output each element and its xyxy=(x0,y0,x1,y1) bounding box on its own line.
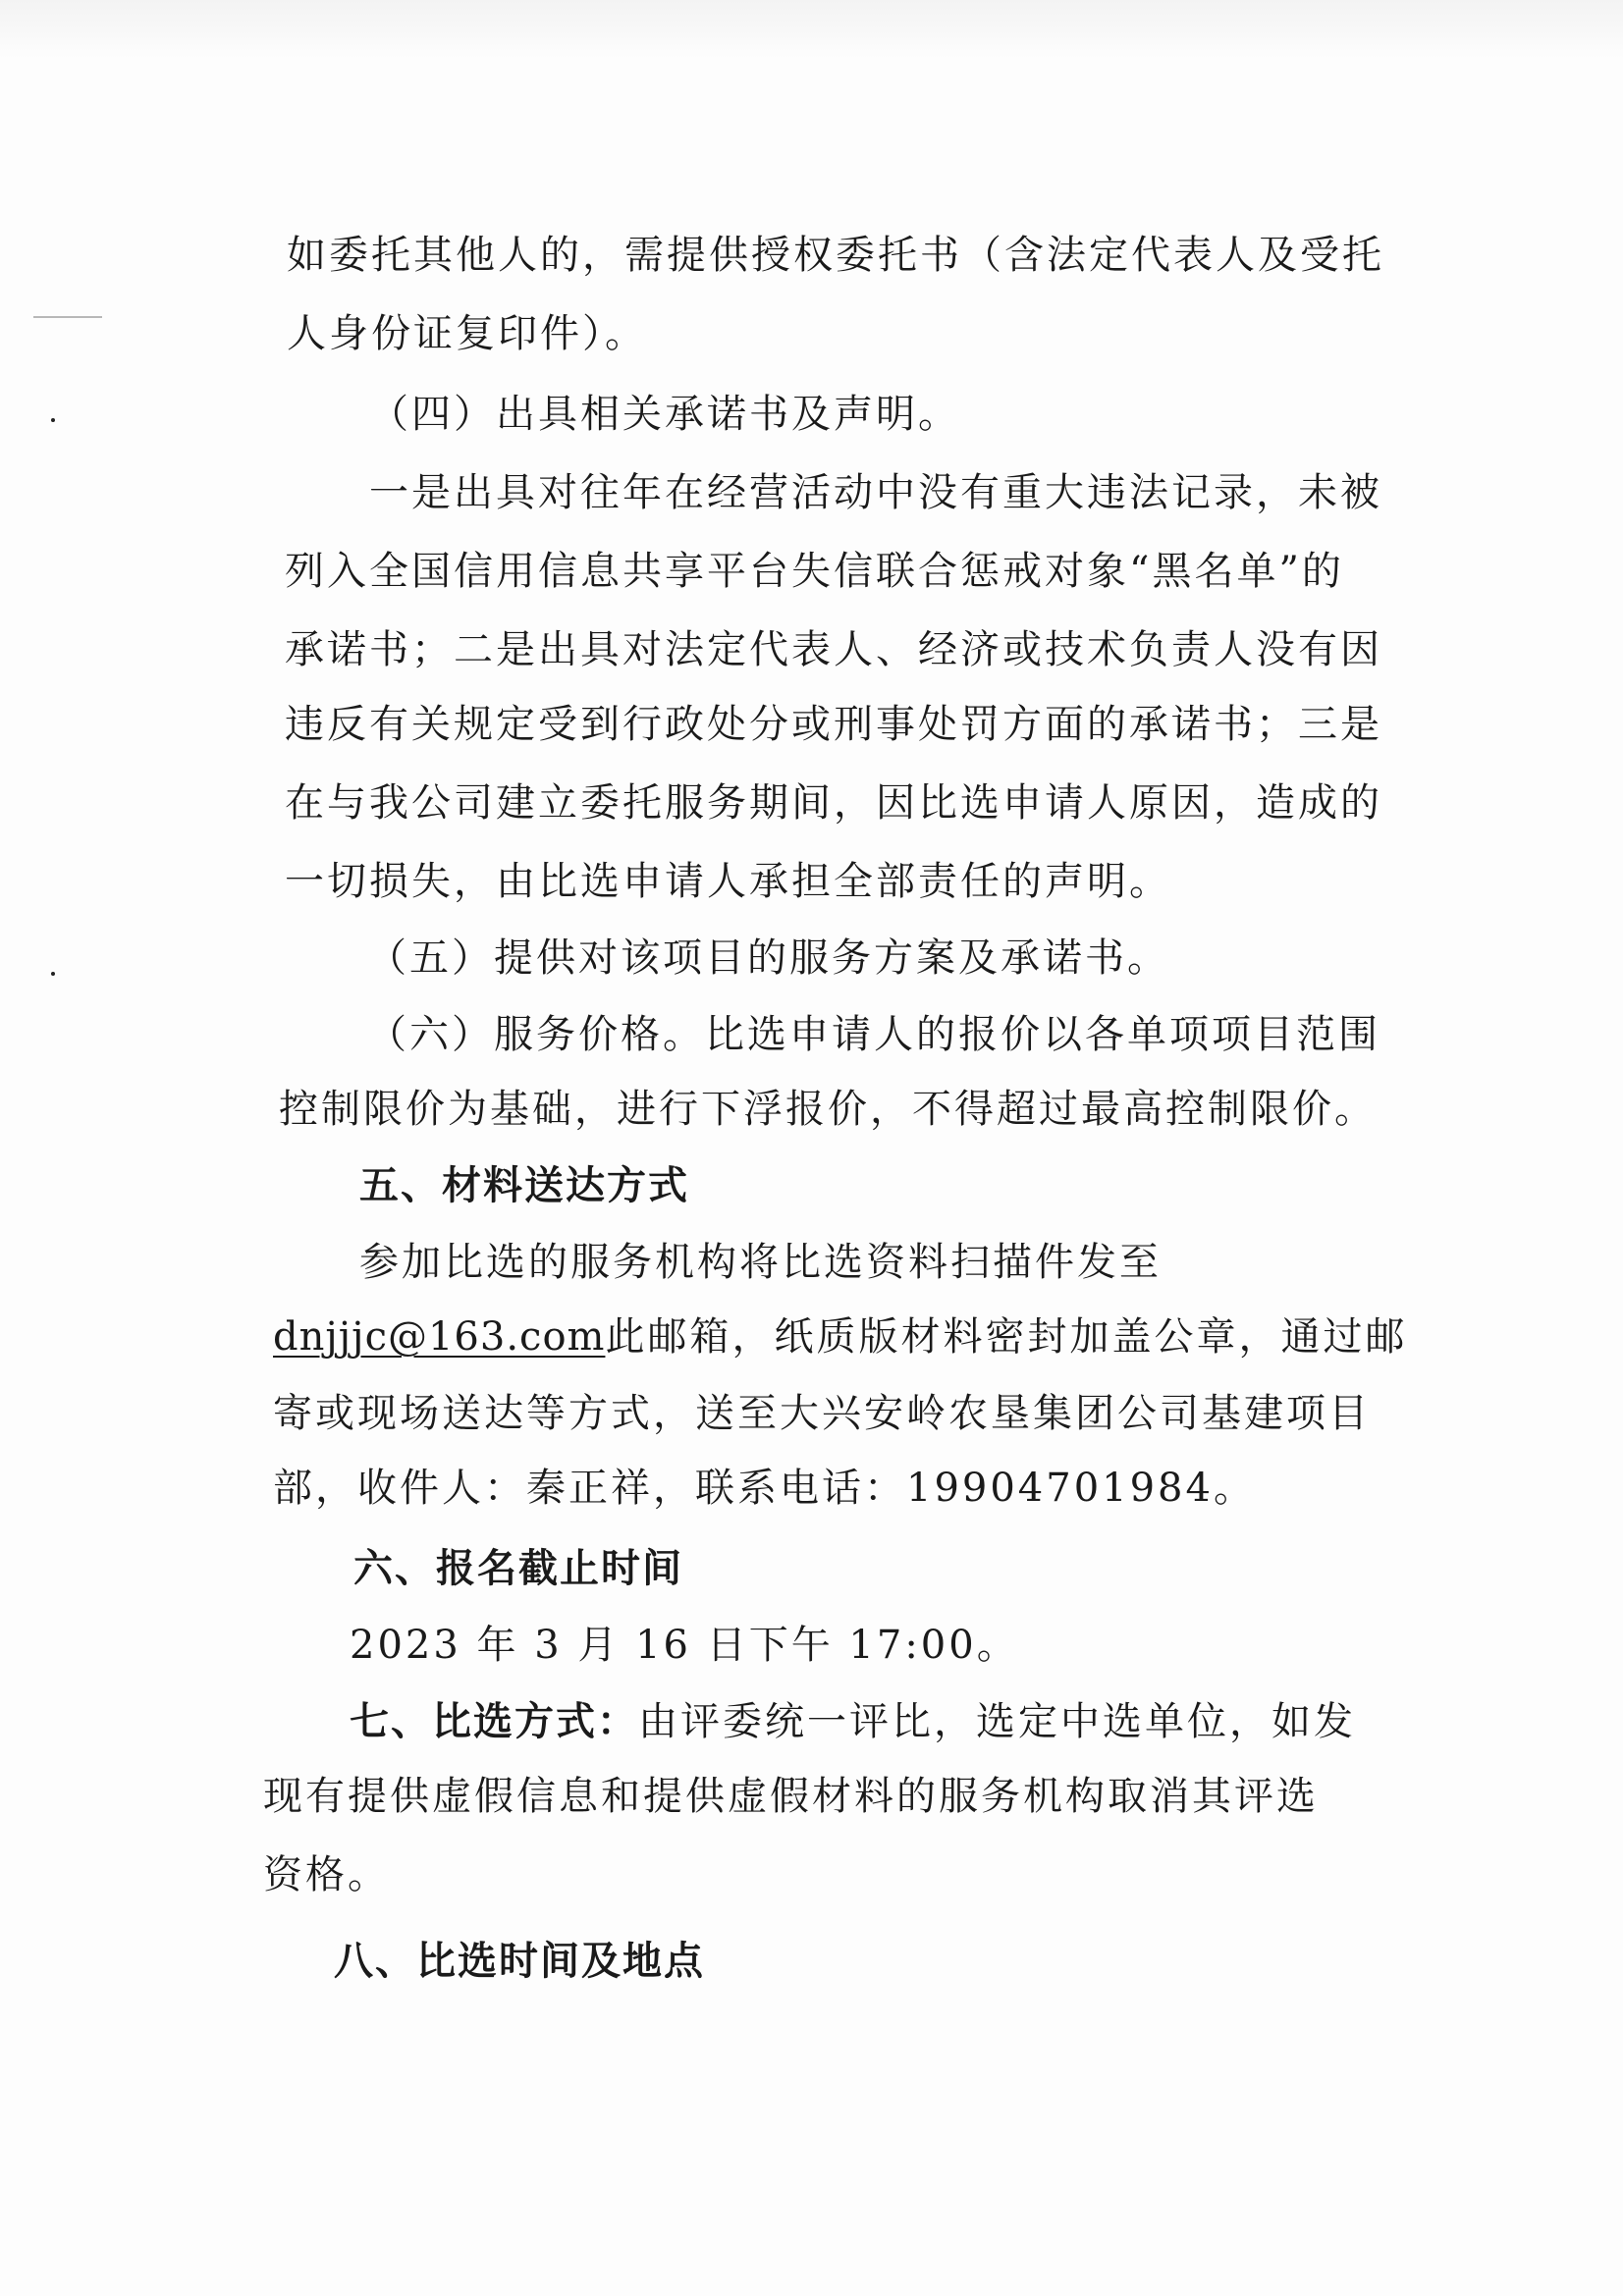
scan-mark xyxy=(33,316,102,318)
text-line: 列入全国信用信息共享平台失信联合惩戒对象“黑名单”的 xyxy=(285,549,1344,594)
scan-shadow xyxy=(0,0,1623,59)
scan-speck xyxy=(51,972,55,976)
text-line: 违反有关规定受到行政处分或刑事处罚方面的承诺书；三是 xyxy=(285,702,1382,747)
text-line: （五）提供对该项目的服务方案及承诺书。 xyxy=(367,935,1169,981)
text-line: 控制限价为基础，进行下浮报价，不得超过最高控制限价。 xyxy=(279,1087,1377,1132)
section-heading-time-place: 八、比选时间及地点 xyxy=(334,1939,705,1984)
section-heading-delivery: 五、材料送达方式 xyxy=(359,1163,689,1208)
text-line: （六）服务价格。比选申请人的报价以各单项项目范围 xyxy=(367,1012,1380,1057)
text-line: 现有提供虚假信息和提供虚假材料的服务机构取消其评选 xyxy=(263,1774,1319,1819)
text-line: 一切损失，由比选申请人承担全部责任的声明。 xyxy=(285,859,1171,904)
text-line: （四）出具相关承诺书及声明。 xyxy=(369,392,960,437)
text-line xyxy=(350,1699,1356,1744)
text-line: 寄或现场送达等方式，送至大兴安岭农垦集团公司基建项目 xyxy=(273,1391,1371,1436)
text-line-rest: 由评委统一评比，选定中选单位，如发 xyxy=(638,1699,1356,1744)
text-line: 2023 年 3 月 16 日下午 17:00。 xyxy=(350,1623,1019,1668)
email-link[interactable]: dnjjjc@163.com xyxy=(273,1314,606,1360)
text-line: 部，收件人：秦正祥，联系电话：19904701984。 xyxy=(273,1466,1256,1511)
section-heading-method: 七、比选方式： xyxy=(350,1699,638,1744)
text-line: 如委托其他人的，需提供授权委托书（含法定代表人及受托 xyxy=(287,233,1384,278)
text-line: 人身份证复印件）。 xyxy=(287,311,647,356)
scan-speck xyxy=(51,418,55,422)
text-line: 参加比选的服务机构将比选资料扫描件发至 xyxy=(359,1240,1162,1285)
text-line: 一是出具对往年在经营活动中没有重大违法记录，未被 xyxy=(369,470,1382,515)
section-heading-deadline: 六、报名截止时间 xyxy=(353,1546,683,1591)
text-line xyxy=(273,1314,1408,1360)
text-line: 承诺书；二是出具对法定代表人、经济或技术负责人没有因 xyxy=(285,627,1382,672)
text-line-rest: 此邮箱，纸质版材料密封加盖公章，通过邮 xyxy=(605,1314,1408,1360)
text-line: 在与我公司建立委托服务期间，因比选申请人原因，造成的 xyxy=(285,780,1382,826)
text-line: 资格。 xyxy=(263,1852,390,1897)
